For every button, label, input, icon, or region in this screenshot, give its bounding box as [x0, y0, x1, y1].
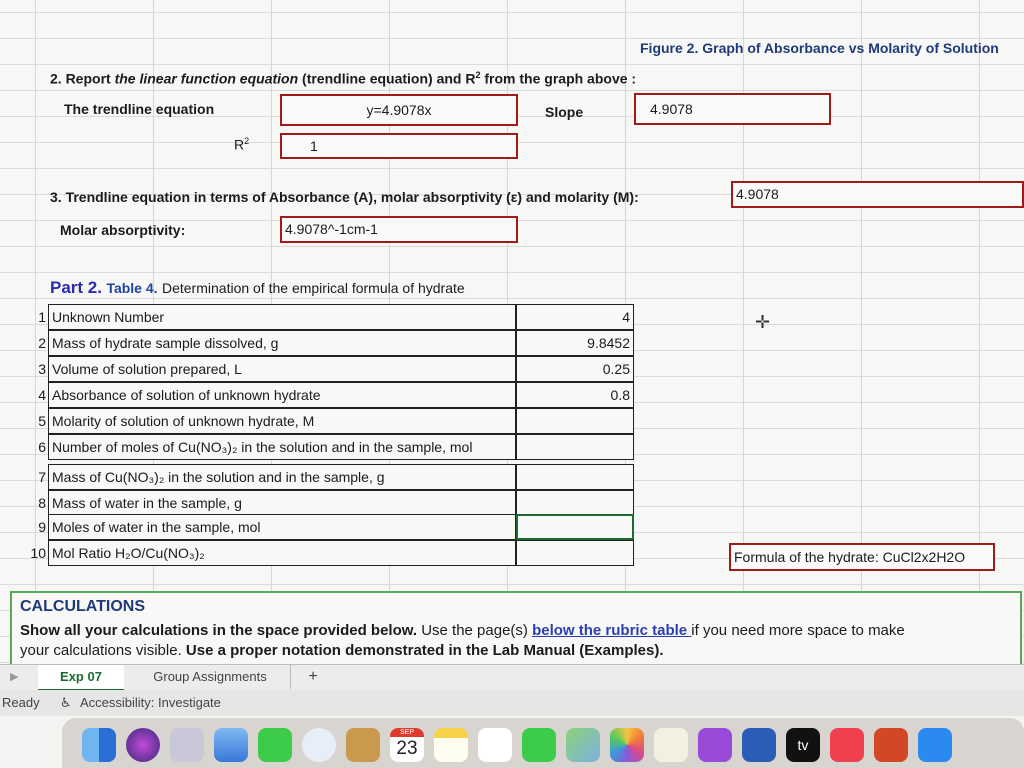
- powerpoint-icon[interactable]: [874, 728, 908, 762]
- table-row: [0, 382, 634, 408]
- part-2-label: Part 2.: [50, 278, 102, 297]
- row-label[interactable]: Mass of water in the sample, g: [48, 490, 516, 516]
- tab-group-assignments[interactable]: Group Assignments: [130, 665, 291, 689]
- row-label[interactable]: Mol Ratio H₂O/Cu(NO₃)₂: [48, 540, 516, 566]
- reminders-icon[interactable]: [478, 728, 512, 762]
- safari-icon[interactable]: [302, 728, 336, 762]
- row-number: 2: [38, 335, 46, 351]
- finder-icon[interactable]: [82, 728, 116, 762]
- row-label[interactable]: Number of moles of Cu(NO₃)₂ in the solution and in the sample, mol: [48, 434, 516, 460]
- table-row: [0, 304, 634, 330]
- row-label[interactable]: Absorbance of solution of unknown hydrate: [48, 382, 516, 408]
- calc-notation-instruction: Use a proper notation demonstrated in the Lab Manual (Examples).: [185, 642, 664, 659]
- trendline-am-cell[interactable]: 4.9078: [731, 181, 1024, 208]
- tab-exp-07[interactable]: Exp 07: [38, 665, 124, 691]
- status-ready: Ready: [2, 695, 40, 710]
- table-row: [0, 464, 634, 490]
- table-row: [0, 356, 634, 382]
- calendar-icon[interactable]: [390, 728, 424, 762]
- mail-icon[interactable]: [214, 728, 248, 762]
- row-number: 7: [38, 469, 46, 485]
- q2-sup: 2: [475, 70, 481, 80]
- calculations-line-1: [20, 622, 905, 639]
- selected-cell[interactable]: [516, 514, 634, 540]
- row-label[interactable]: Volume of solution prepared, L: [48, 356, 516, 382]
- row-label[interactable]: Molarity of solution of unknown hydrate, M: [48, 408, 516, 434]
- r2-label: [234, 136, 249, 153]
- row-label[interactable]: Mass of Cu(NO₃)₂ in the solution and in the sample, g: [48, 464, 516, 490]
- row-label[interactable]: Mass of hydrate sample dissolved, g: [48, 330, 516, 356]
- question-3: 3. Trendline equation in terms of Absorbance (A), molar absorptivity (ε) and molarity (M):: [50, 189, 639, 205]
- add-sheet-button[interactable]: +: [308, 668, 318, 685]
- row-label[interactable]: Unknown Number: [48, 304, 516, 330]
- trendline-equation-cell[interactable]: y=4.9078x: [280, 94, 518, 126]
- table-row: [0, 514, 634, 540]
- r2-sup: 2: [244, 136, 250, 146]
- photos-icon[interactable]: [610, 728, 644, 762]
- accessibility-icon: ♿: [60, 695, 72, 710]
- figure-title: Figure 2. Graph of Absorbance vs Molarity of Solution: [640, 40, 999, 56]
- row-value[interactable]: 4: [516, 304, 634, 330]
- status-bar: [0, 690, 1024, 716]
- row-number: 3: [38, 361, 46, 377]
- plus-cursor-icon: ✛: [755, 312, 771, 332]
- hydrate-table: [0, 304, 640, 570]
- notes-icon[interactable]: [434, 728, 468, 762]
- accessibility-status[interactable]: Accessibility: Investigate: [80, 695, 221, 710]
- calculations-title: CALCULATIONS: [20, 598, 146, 615]
- maps-icon[interactable]: [566, 728, 600, 762]
- calc-plain-text: your calculations visible.: [20, 642, 186, 659]
- table-row: [0, 408, 634, 434]
- row-value[interactable]: [516, 490, 634, 516]
- messages-icon[interactable]: [258, 728, 292, 762]
- slope-cell[interactable]: 4.9078: [634, 93, 831, 125]
- siri-icon[interactable]: [126, 728, 160, 762]
- row-value[interactable]: [516, 408, 634, 434]
- row-number: 5: [38, 413, 46, 429]
- calculations-line-2: [20, 642, 664, 659]
- table-row: [0, 330, 634, 356]
- row-value[interactable]: 9.8452: [516, 330, 634, 356]
- row-number: 4: [38, 387, 46, 403]
- question-2: [50, 70, 636, 87]
- calc-mid-text: Use the page(s): [417, 622, 533, 639]
- row-number: 8: [38, 495, 46, 511]
- slope-label: Slope: [545, 104, 584, 120]
- row-label[interactable]: Moles of water in the sample, mol: [48, 514, 516, 540]
- table-row: [0, 490, 634, 516]
- molar-absorptivity-cell[interactable]: 4.9078^-1cm-1: [280, 216, 518, 243]
- row-value[interactable]: 0.25: [516, 356, 634, 382]
- podcasts-icon[interactable]: [698, 728, 732, 762]
- facetime-icon[interactable]: [522, 728, 556, 762]
- rubric-table-link[interactable]: below the rubric table: [532, 622, 692, 639]
- row-number: 9: [38, 519, 46, 535]
- calculations-box: [10, 591, 1022, 668]
- calendar-month: SEP: [390, 728, 424, 737]
- sheet-tab-bar: [0, 664, 1024, 691]
- contacts-icon[interactable]: [346, 728, 380, 762]
- appstore-icon[interactable]: [918, 728, 952, 762]
- q2-mid: (trendline equation) and R: [298, 70, 476, 87]
- calc-end-text: if you need more space to make: [691, 622, 905, 639]
- q2-suffix: from the graph above :: [480, 70, 637, 87]
- molar-absorptivity-label: Molar absorptivity:: [60, 222, 186, 238]
- trendline-label: The trendline equation: [64, 101, 215, 117]
- row-value[interactable]: [516, 434, 634, 460]
- r2-letter: R: [234, 136, 245, 153]
- calendar-day: 23: [396, 738, 418, 759]
- scroll-tabs-icon[interactable]: ▶: [10, 671, 19, 683]
- music-icon[interactable]: [830, 728, 864, 762]
- table-row: [0, 540, 634, 566]
- table-4-heading: [50, 278, 465, 298]
- row-number: 10: [30, 545, 46, 561]
- launchpad-icon[interactable]: [170, 728, 204, 762]
- word-icon[interactable]: [742, 728, 776, 762]
- hydrate-formula-cell[interactable]: Formula of the hydrate: CuCl2x2H2O: [729, 543, 995, 571]
- table-4-title: Determination of the empirical formula of hydrate: [161, 280, 465, 296]
- appletv-label: tv: [797, 737, 809, 753]
- row-number: 6: [38, 439, 46, 455]
- row-value[interactable]: [516, 540, 634, 566]
- r2-cell[interactable]: 1: [280, 133, 518, 159]
- row-value[interactable]: [516, 464, 634, 490]
- macos-dock: [62, 718, 1024, 768]
- table-row: [0, 434, 634, 460]
- row-value[interactable]: 0.8: [516, 382, 634, 408]
- freeform-icon[interactable]: [654, 728, 688, 762]
- q2-prefix: 2. Report: [50, 70, 115, 87]
- calc-bold-instruction: Show all your calculations in the space provided below.: [20, 622, 418, 639]
- q2-italic: the linear function equation: [114, 70, 299, 87]
- appletv-icon[interactable]: [786, 728, 820, 762]
- row-number: 1: [38, 309, 46, 325]
- table-4-label: Table 4.: [106, 280, 158, 296]
